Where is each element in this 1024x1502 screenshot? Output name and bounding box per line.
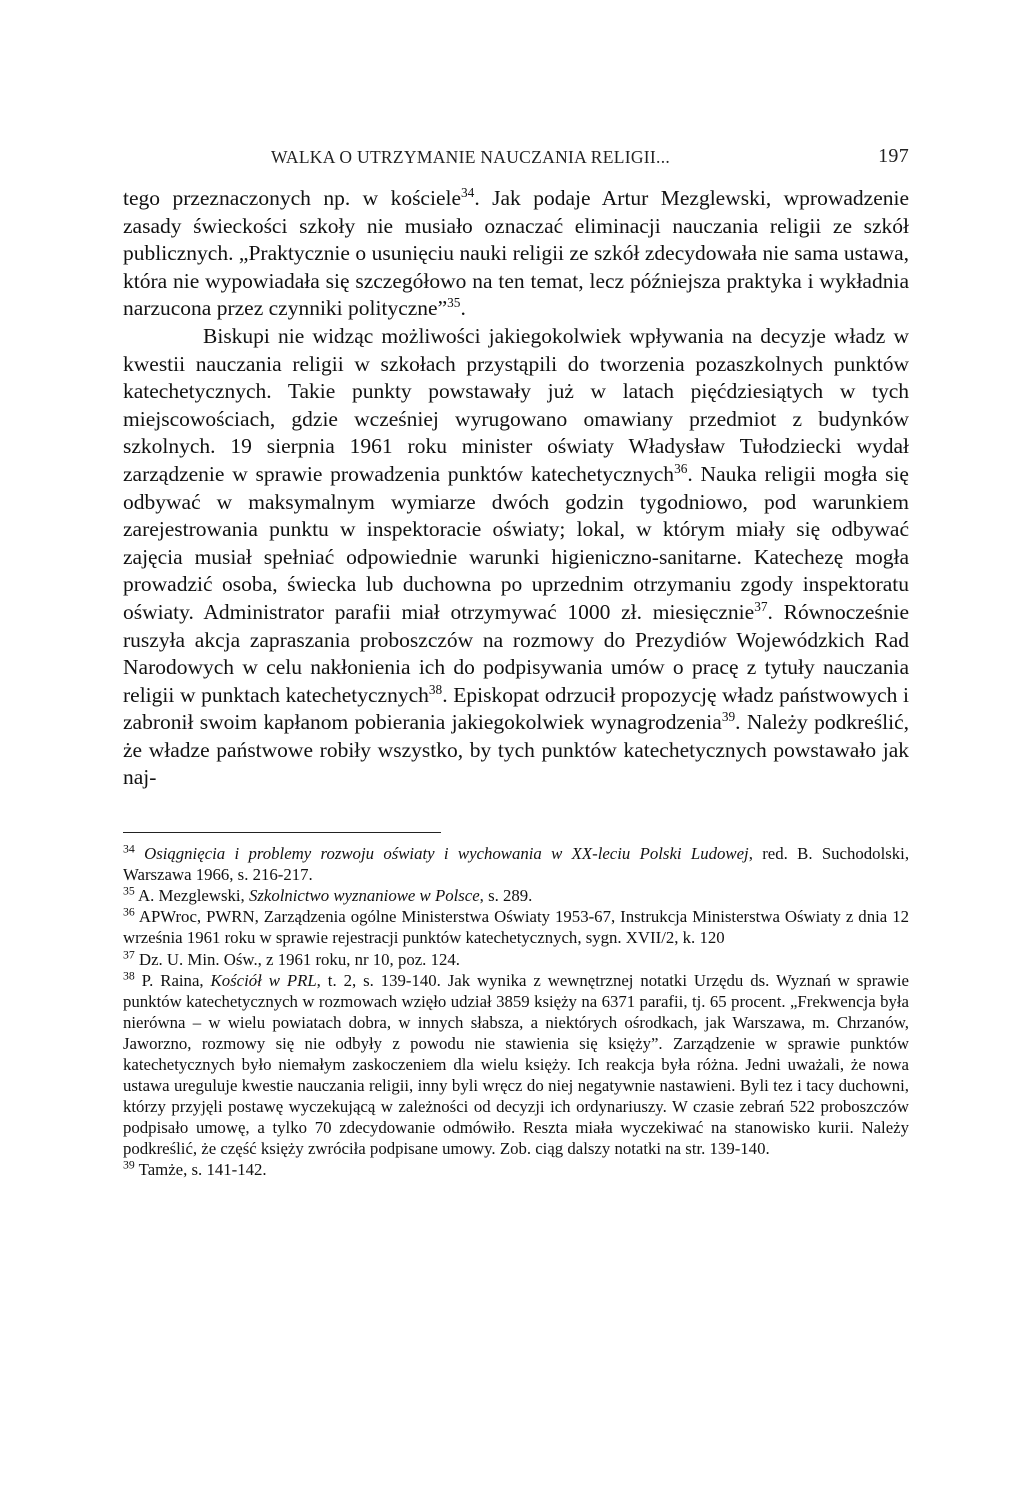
footnote-text: , red. B. Suchodolski, Warszawa 1966, s. 216-217. <box>123 844 910 885</box>
paragraph-2-text-a: Biskupi nie widząc możliwości jakiegokolwiek wpływania na decyzje władz w kwestii nauczania religii w szkołach przystąpili do tworzenia pozaszkolnych punktów katechetycznych. Takie punkty powstawały już w latach pięćdziesiątych w tych miejscowościach, gdzie wcześniej wyrugowano omawiany przedmiot z budynków szkolnych. 19 sierpnia 1961 roku minister oświaty Władysław Tułodziecki wydał zarządzenie w sprawie prowadzenia punktów katechetycznych <box>123 323 909 486</box>
running-head <box>123 143 909 173</box>
footnote-38 <box>123 970 909 1160</box>
footnote-text: APWroc, PWRN, Zarządzenia ogólne Ministerstwa Oświaty 1953-67, Instrukcja Ministerstwa Oświaty z dnia 12 września 1961 roku w sprawie rejestracji punktów katechetycznych, sygn. XVII/2, k. 120 <box>123 907 909 948</box>
footnote-35 <box>123 885 909 906</box>
footnote-number: 36 <box>123 905 135 919</box>
paragraph-1-text-b: . Jak podaje Artur Mezglewski, wprowadzenie zasady świeckości szkoły nie musiało oznaczać eliminacji nauczania religii ze szkół publicznych. „Praktycznie o usunięciu nauki religii ze szkół zdecydowała nie sama ustawa, która nie wypowiadała się szczegółowo na ten temat, lecz późniejsza praktyka i wykładnia narzucona przez czynniki polityczne” <box>123 186 909 321</box>
footnote-ref-34[interactable]: 34 <box>461 184 475 200</box>
footnote-number: 38 <box>123 969 135 983</box>
footnote-text: , s. 289. <box>479 886 533 906</box>
page-number: 197 <box>878 145 909 167</box>
footnote-ref-39[interactable]: 39 <box>721 709 736 725</box>
footnote-number: 34 <box>123 842 135 856</box>
paragraph-2-text-c: . Równocześnie ruszyła akcja zapraszania proboszczów na rozmowy do Prezydiów Wojewódzkich Rad Narodowych w celu nakłonienia ich do podpisywania umów o pracę z tytuły nauczania religii w punktach katechetycznych <box>123 599 909 707</box>
paragraph-2 <box>123 323 909 792</box>
paragraph-2-text-e: . Należy podkreślić, że władze państwowe robiły wszystko, by tych punktów katechetycznych powstawało jak naj- <box>123 710 909 790</box>
footnote-ref-35[interactable]: 35 <box>447 295 461 311</box>
footnote-ref-37[interactable]: 37 <box>754 598 768 614</box>
paragraph-2-text-d: . Episkopat odrzucił propozycję władz państwowych i zabronił swoim kapłanom pobierania jakiegokolwiek wynagrodzenia <box>123 682 909 735</box>
footnote-author: A. Mezglewski, <box>138 886 249 906</box>
body-text <box>123 185 909 792</box>
paragraph-2-text-b: . Nauka religii mogła się odbywać w maksymalnym wymiarze dwóch godzin tygodniowo, pod warunkiem zarejestrowania punktu w inspektoracie oświaty; lokal, w którym miały się odbywać zajęcia musiał spełniać odpowiednie warunki higieniczno-sanitarne. Katechezę mogła prowadzić osoba, świecka lub duchowna po uprzednim otrzymaniu zgody inspektoratu oświaty. Administrator parafii miał otrzymywać 1000 zł. miesięcznie <box>123 461 909 624</box>
footnote-title: Szkolnictwo wyznaniowe w Polsce <box>248 886 480 906</box>
footnote-author: P. Raina, <box>141 970 211 990</box>
footnote-39 <box>123 1159 909 1180</box>
paragraph-1-text-a: tego przeznaczonych np. w kościele <box>123 186 462 210</box>
footnote-37 <box>123 949 909 970</box>
page <box>123 143 909 1181</box>
footnote-number: 37 <box>123 947 135 961</box>
paragraph-1 <box>123 185 909 323</box>
running-head-title: WALKA O UTRZYMANIE NAUCZANIA RELIGII... <box>271 147 671 167</box>
footnote-text: Tamże, s. 141-142. <box>138 1160 267 1180</box>
footnote-text: , t. 2, s. 139-140. Jak wynika z wewnętrznej notatki Urzędu ds. Wyznań w sprawie punktów katechetycznych w rozmowach wzięło udział 3859 księży na 6371 parafii, tj. 65 procent. „Frekwencja była nierówna – w wielu powiatach dobra, w innych słabsza, a niektórych ośrodkach, jak Warszawa, m. Chrzanów, Jaworzno, rozmowy się nie odbyły z powodu nie stawienia się księży”. Zarządzenie w sprawie punktów katechetycznych było niemałym zaskoczeniem dla wielu księży. Ich reakcja była różna. Jedni uważali, że nowa ustawa ureguluje kwestie nauczania religii, inny byli wręcz do niej negatywnie nastawieni. Byli tez i tacy duchowni, którzy przyjęli postawę wyczekującą w zależności od decyzji ich ordynariuszy. W czasie zebrań 522 proboszczów podpisało umowę, a tylko 70 zdecydowanie odmówiło. Reszta miała wyczekiwać na stanowisko kurii. Należy podkreślić, że część księży zwróciła podpisane umowy. Zob. ciąg dalszy notatki na str. 139-140. <box>123 970 909 1159</box>
paragraph-1-text-c: . <box>460 296 466 321</box>
footnotes <box>123 843 909 1181</box>
footnote-text: Dz. U. Min. Ośw., z 1961 roku, nr 10, poz. 124. <box>138 949 460 969</box>
footnote-34 <box>123 843 909 885</box>
footnote-number: 39 <box>123 1158 135 1172</box>
footnote-divider <box>123 832 441 833</box>
footnote-36 <box>123 906 909 948</box>
footnote-title: Osiągnięcia i problemy rozwoju oświaty i wychowania w XX-leciu Polski Ludowej <box>144 844 749 864</box>
footnote-number: 35 <box>123 884 135 898</box>
footnote-title: Kościół w PRL <box>210 970 317 990</box>
footnote-ref-36[interactable]: 36 <box>674 460 688 476</box>
footnote-ref-38[interactable]: 38 <box>428 681 443 697</box>
